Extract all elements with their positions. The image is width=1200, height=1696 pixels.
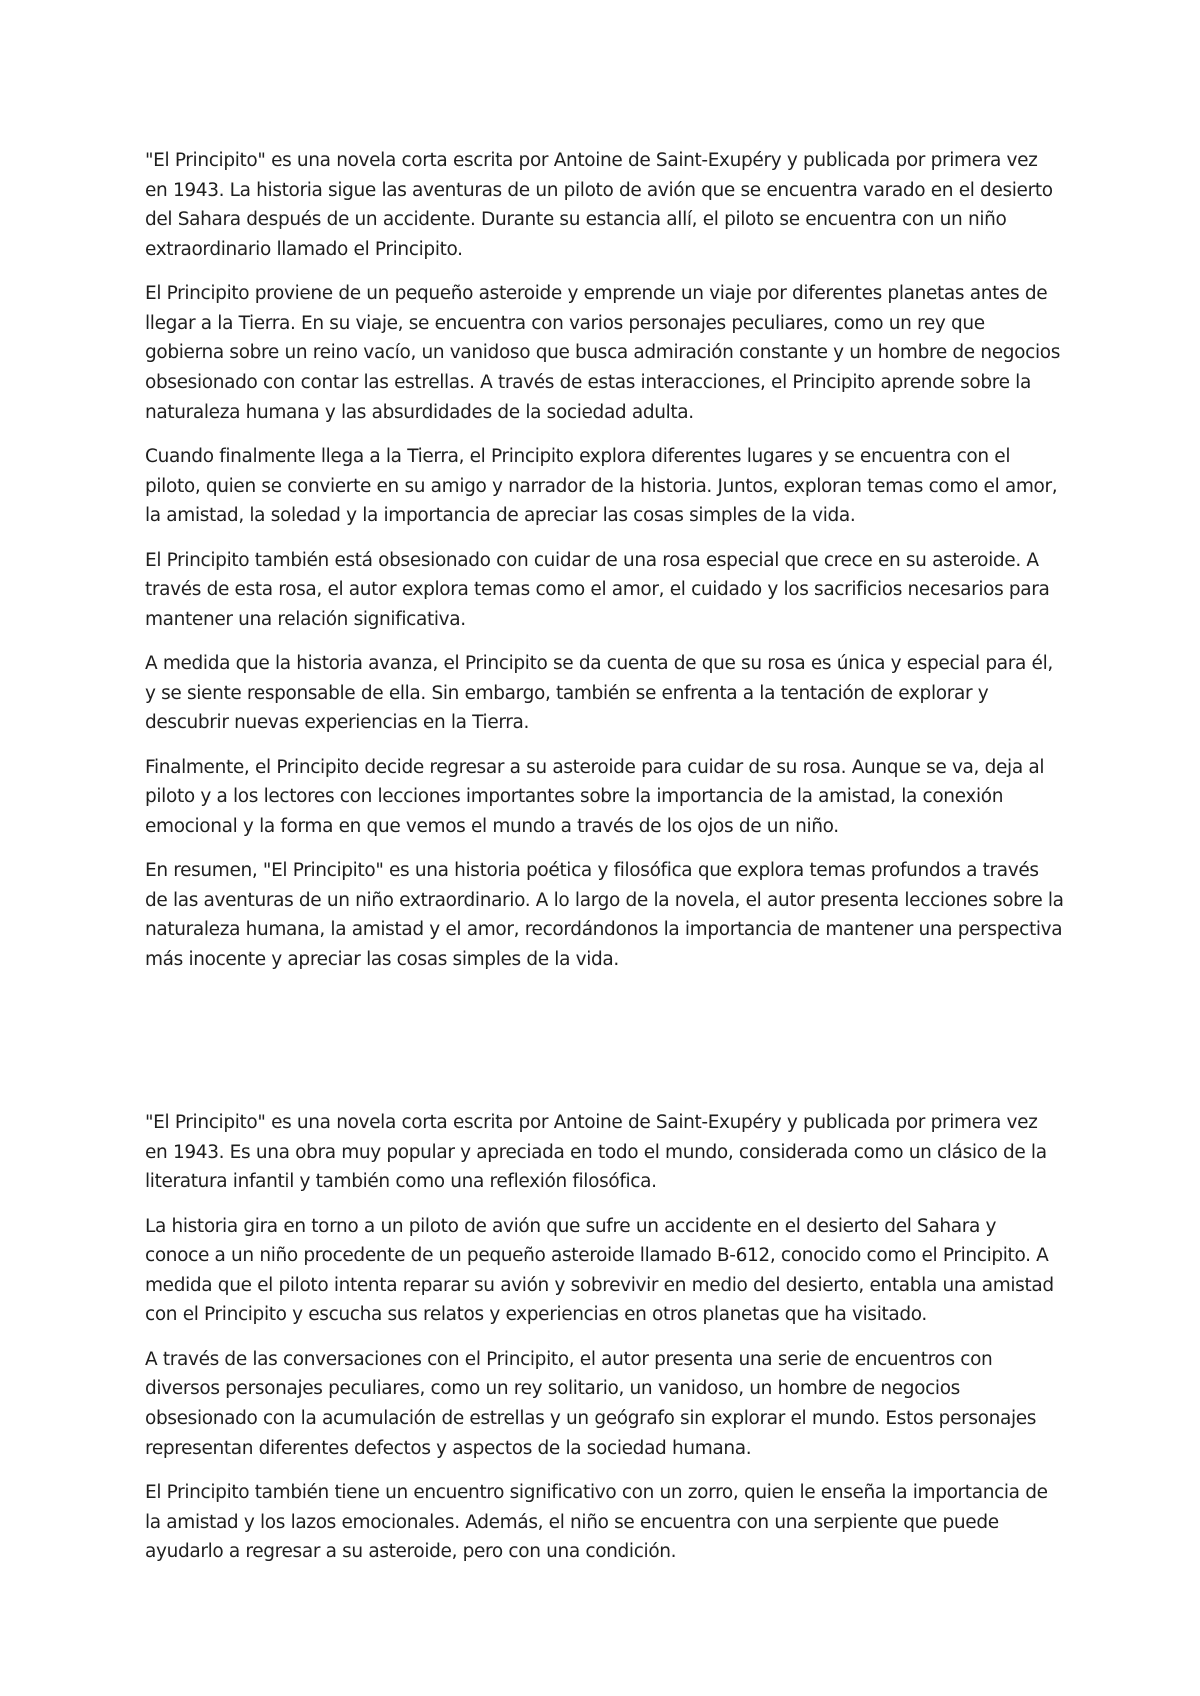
paragraph: La historia gira en torno a un piloto de avión que sufre un accidente en el desierto del Sahara y conoce a un niño procedente de un pequeño asteroide llamado B-612, conocido como el Principito. A medida que el piloto intenta reparar su avión y sobrevivir en medio del desierto, entabla una amistad con el Principito y escucha sus relatos y experiencias en otros planetas que ha visitado.	[145, 1215, 1054, 1326]
summary-section-2	[145, 1108, 1065, 1582]
paragraph: El Principito proviene de un pequeño asteroide y emprende un viaje por diferentes planetas antes de llegar a la Tierra. En su viaje, se encuentra con varios personajes peculiares, como un rey que gobierna sobre un reino vacío, un vanidoso que busca admiración constante y un hombre de negocios obsesionado con contar las estrellas. A través de estas interacciones, el Principito aprende sobre la naturaleza humana y las absurdidades de la sociedad adulta.	[145, 283, 1060, 423]
paragraph: A medida que la historia avanza, el Principito se da cuenta de que su rosa es única y especial para él, y se siente responsable de ella. Sin embargo, también se enfrenta a la tentación de explorar y descubrir nuevas experiencias en la Tierra.	[145, 653, 1053, 734]
paragraph: A través de las conversaciones con el Principito, el autor presenta una serie de encuentros con diversos personajes peculiares, como un rey solitario, un vanidoso, un hombre de negocios obsesionado con la acumulación de estrellas y un geógrafo sin explorar el mundo. Estos personajes representan diferentes defectos y aspectos de la sociedad humana.	[145, 1348, 1037, 1459]
paragraph: "El Principito" es una novela corta escrita por Antoine de Saint-Exupéry y publicada por primera vez en 1943. Es una obra muy popular y apreciada en todo el mundo, considerada como un clásico de la literatura infantil y también como una reflexión filosófica.	[145, 1112, 1047, 1193]
paragraph: Cuando finalmente llega a la Tierra, el Principito explora diferentes lugares y se encuentra con el piloto, quien se convierte en su amigo y narrador de la historia. Juntos, exploran temas como el amor, la amistad, la soledad y la importancia de apreciar las cosas simples de la vida.	[145, 445, 1058, 527]
paragraph: "El Principito" es una novela corta escrita por Antoine de Saint-Exupéry y publicada por primera vez en 1943. La historia sigue las aventuras de un piloto de avión que se encuentra varado en el desierto del Sahara después de un accidente. Durante su estancia allí, el piloto se encuentra con un niño extraordinario llamado el Principito.	[145, 150, 1053, 260]
summary-section-1	[145, 146, 1065, 989]
paragraph: El Principito también tiene un encuentro significativo con un zorro, quien le enseña la importancia de la amistad y los lazos emocionales. Además, el niño se encuentra con una serpiente que puede ayudarlo a regresar a su asteroide, pero con una condición.	[145, 1481, 1048, 1563]
paragraph: En resumen, "El Principito" es una historia poética y filosófica que explora temas profundos a través de las aventuras de un niño extraordinario. A lo largo de la novela, el autor presenta lecciones sobre la naturaleza humana, la amistad y el amor, recordándonos la importancia de mantener una perspectiva más inocente y apreciar las cosas simples de la vida.	[145, 860, 1064, 971]
paragraph: El Principito también está obsesionado con cuidar de una rosa especial que crece en su asteroide. A través de esta rosa, el autor explora temas como el amor, el cuidado y los sacrificios necesarios para mantener una relación significativa.	[145, 549, 1050, 630]
paragraph: Finalmente, el Principito decide regresar a su asteroide para cuidar de su rosa. Aunque se va, deja al piloto y a los lectores con lecciones importantes sobre la importancia de la amistad, la conexión emocional y la forma en que vemos el mundo a través de los ojos de un niño.	[145, 756, 1045, 837]
